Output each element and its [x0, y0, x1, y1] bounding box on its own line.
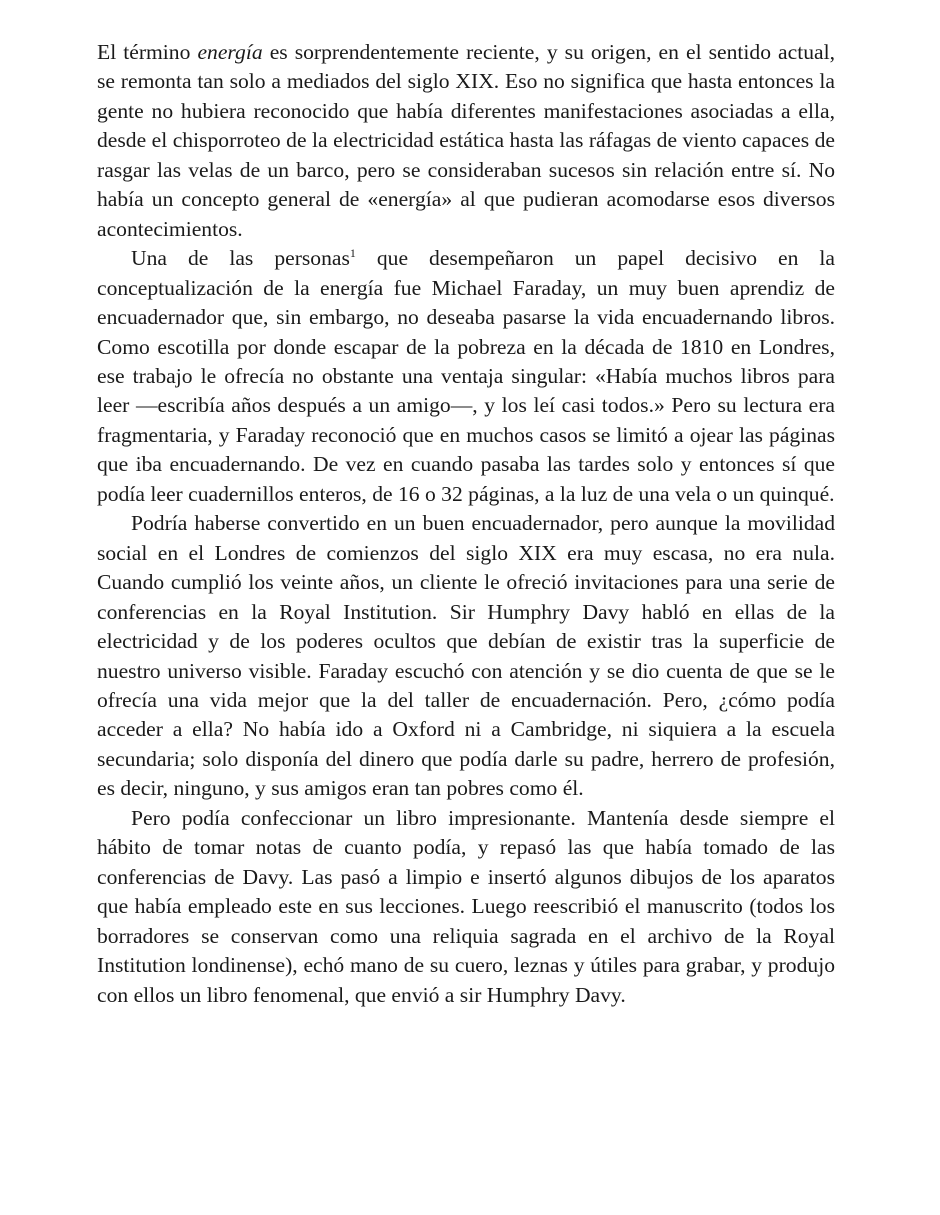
paragraph-1-lead: El término — [97, 40, 198, 64]
paragraph-2-lead: Una de las personas — [131, 246, 350, 271]
emphasized-term: energía — [197, 40, 263, 64]
paragraph-1 — [97, 38, 835, 244]
paragraph-1-body: es sorprendentemente reciente, y su origen, en el sentido actual, se remonta tan solo a mediados del siglo XIX. Eso no significa que hasta entonces la gente no hubiera reconocido que había diferentes manifestaciones asociadas a ella, desde el chisporroteo de la electricidad estática hasta las ráfagas de viento capaces de rasgar las velas de un barco, pero se consideraban sucesos sin relación entre sí. No había un concepto general de «energía» al que pudieran acomodarse esos diversos acontecimientos. — [97, 40, 835, 241]
paragraph-4: Pero podía confeccionar un libro impresionante. Mantenía desde siempre el hábito de tomar notas de cuanto podía, y repasó las que había tomado de las conferencias de Davy. Las pasó a limpio e insertó algunos dibujos de los aparatos que había empleado este en sus lecciones. Luego reescribió el manuscrito (todos los borradores se conservan como una reliquia sagrada en el archivo de la Royal Institution londinense), echó mano de su cuero, leznas y útiles para grabar, y produjo con ellos un libro fenomenal, que envió a sir Humphry Davy. — [97, 805, 835, 1007]
footnote-reference[interactable]: 1 — [349, 246, 356, 261]
paragraph-3: Podría haberse convertido en un buen encuadernador, pero aunque la movilidad social en el Londres de comienzos del siglo XIX era muy escasa, no era nula. Cuando cumplió los veinte años, un cliente le ofreció invitaciones para una serie de conferencias en la Royal Institution. Sir Humphry Davy habló en ellas de la electricidad y de los poderes ocultos que debían de existir tras la superficie de nuestro universo visible. Faraday escuchó con atención y se dio cuenta de que se le ofrecía una vida mejor que la del taller de encuadernación. Pero, ¿cómo podía acceder a ella? No había ido a Oxford ni a Cambridge, ni siquiera a la escuela secundaria; solo disponía del dinero que podía darle su padre, herrero de profesión, es decir, ninguno, y sus amigos eran tan pobres como él. — [97, 511, 835, 801]
paragraph-2-body: que desempeñaron un papel decisivo en la conceptualización de la energía fue Michael Faraday, un muy buen aprendiz de encuadernador que, sin embargo, no deseaba pasarse la vida encuadernando libros. Como escotilla por donde escapar de la pobreza en la década de 1810 en Londres, ese trabajo le ofrecía no obstante una ventaja singular: «Había muchos libros para leer —escribía años después a un amigo—, y los leí casi todos.» Pero su lectura era fragmentaria, y Faraday reconoció que en muchos casos se limitó a ojear las páginas que iba encuadernando. De vez en cuando pasaba las tardes solo y entonces sí que podía leer cuadernillos enteros, de 16 o 32 páginas, a la luz de una vela o un quinqué. — [97, 246, 835, 506]
document-page — [97, 38, 835, 1010]
paragraph-2 — [97, 244, 835, 509]
